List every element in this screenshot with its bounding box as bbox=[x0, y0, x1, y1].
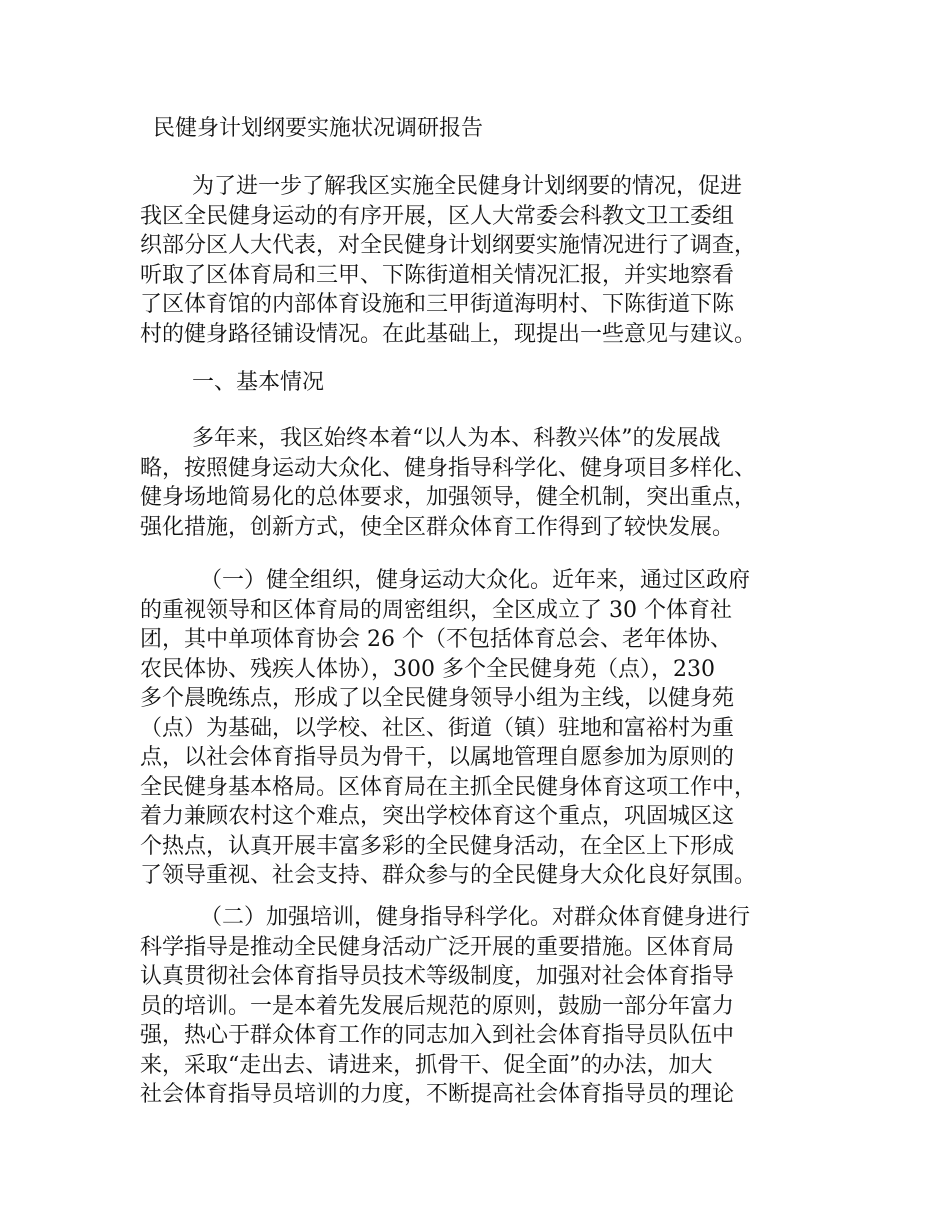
text-line: （点）为基础，以学校、社区、街道（镇）驻地和富裕村为重 bbox=[140, 715, 735, 741]
text-line: 听取了区体育局和三甲、下陈街道相关情况汇报，并实地察看 bbox=[140, 262, 735, 288]
section1-paragraph bbox=[140, 424, 830, 542]
text-line: 了领导重视、社会支持、群众参与的全民健身大众化良好氛围。 bbox=[140, 863, 757, 888]
intro-paragraph bbox=[140, 172, 830, 349]
section-heading: 一、基本情况 bbox=[192, 370, 325, 395]
text-line: 强，热心于群众体育工作的同志加入到社会体育指导员队伍中 bbox=[140, 1023, 735, 1048]
text-line: 多个晨晚练点，形成了以全民健身领导小组为主线，以健身苑 bbox=[140, 686, 735, 711]
text-line: 员的培训。一是本着先发展后规范的原则，鼓励一部分年富力 bbox=[140, 993, 735, 1019]
text-line: 强化措施，创新方式，使全区群众体育工作得到了较快发展。 bbox=[140, 514, 735, 540]
text-line: 多年来，我区始终本着“以人为本、科教兴体”的发展战 bbox=[192, 426, 721, 451]
text-line: 健身场地简易化的总体要求，加强领导，健全机制，突出重点， bbox=[140, 485, 757, 510]
text-line: 我区全民健身运动的有序开展，区人大常委会科教文卫工委组 bbox=[140, 203, 735, 229]
text-line: 来，采取“走出去、请进来，抓骨干、促全面”的办法，加大 bbox=[140, 1052, 713, 1078]
subsection2-paragraph bbox=[140, 903, 830, 1110]
document-title: 民健身计划纲要实施状况调研报告 bbox=[153, 116, 484, 141]
text-line: 认真贯彻社会体育指导员技术等级制度，加强对社会体育指导 bbox=[140, 964, 735, 989]
text-line: 的重视领导和区体育局的周密组织，全区成立了 30 个体育社 bbox=[140, 597, 732, 623]
text-line: （一）健全组织，健身运动大众化。近年来，通过区政府 bbox=[200, 568, 751, 593]
text-line: 社会体育指导员培训的力度，不断提高社会体育指导员的理论 bbox=[140, 1082, 735, 1107]
text-line: 科学指导是推动全民健身活动广泛开展的重要措施。区体育局 bbox=[140, 934, 735, 960]
text-line: 了区体育馆的内部体育设施和三甲街道海明村、下陈街道下陈 bbox=[140, 292, 735, 317]
text-line: 全民健身基本格局。区体育局在主抓全民健身体育这项工作中， bbox=[140, 774, 757, 800]
text-line: 团，其中单项体育协会 26 个（不包括体育总会、老年体协、 bbox=[140, 627, 732, 652]
text-line: 农民体协、残疾人体协），300 多个全民健身苑（点），230 bbox=[140, 656, 715, 682]
subsection1-paragraph bbox=[140, 566, 830, 891]
text-line: 村的健身路径铺设情况。在此基础上，现提出一些意见与建议。 bbox=[140, 321, 757, 347]
text-line: 织部分区人大代表，对全民健身计划纲要实施情况进行了调查， bbox=[140, 233, 757, 258]
text-line: 为了进一步了解我区实施全民健身计划纲要的情况，促进 bbox=[192, 174, 743, 199]
text-line: （二）加强培训，健身指导科学化。对群众体育健身进行 bbox=[200, 905, 751, 930]
text-line: 个热点，认真开展丰富多彩的全民健身活动，在全区上下形成 bbox=[140, 833, 735, 859]
text-line: 略，按照健身运动大众化、健身指导科学化、健身项目多样化、 bbox=[140, 455, 757, 481]
text-line: 点，以社会体育指导员为骨干，以属地管理自愿参加为原则的 bbox=[140, 745, 735, 770]
text-line: 着力兼顾农村这个难点，突出学校体育这个重点，巩固城区这 bbox=[140, 804, 735, 829]
